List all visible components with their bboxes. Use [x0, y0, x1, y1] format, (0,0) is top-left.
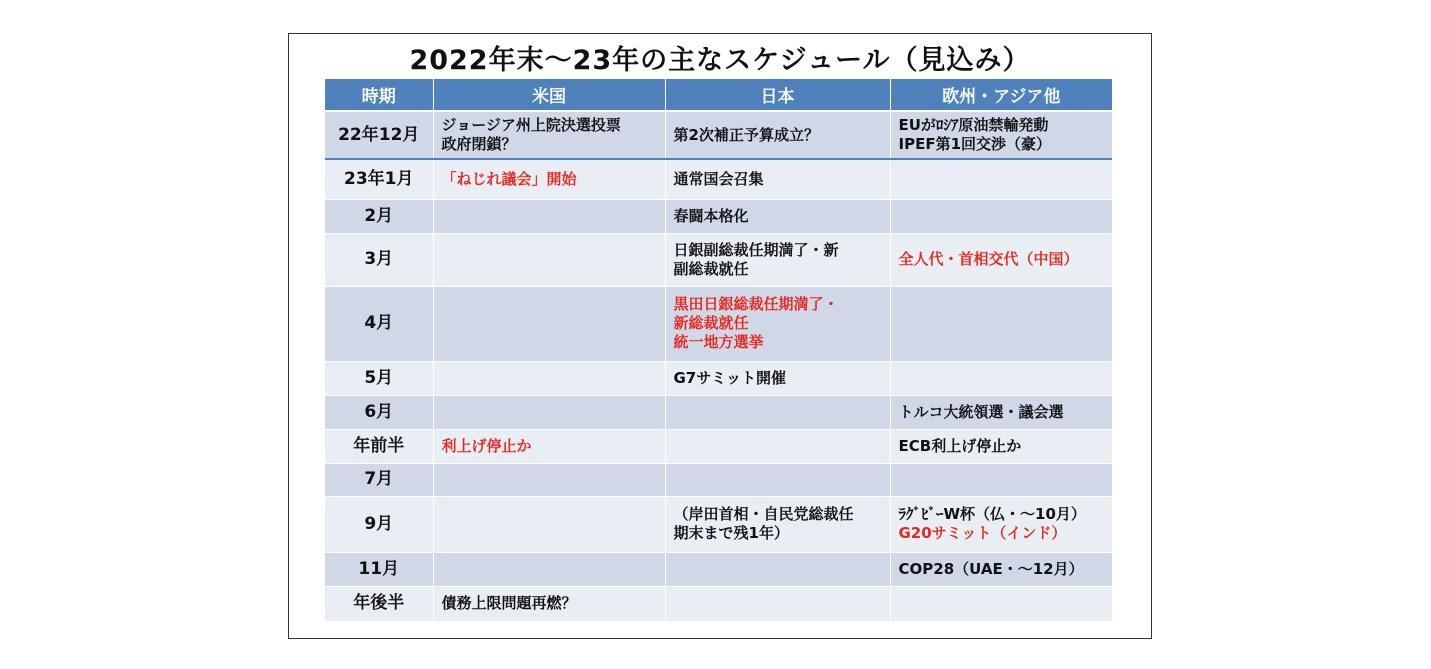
row-europe-asia-cell [890, 159, 1112, 199]
slide-title: 2022年末～23年の主なスケジュール（見込み） [409, 45, 1031, 76]
row-us-cell [433, 552, 665, 586]
row-period: 3月 [325, 233, 433, 286]
row-japan-cell [665, 395, 890, 429]
row-period: 年後半 [325, 586, 433, 621]
row-us-cell [433, 233, 665, 286]
cell-line: 日銀副総裁任期満了・新 [673, 240, 839, 259]
row-europe-asia-cell [890, 552, 1112, 586]
row-japan-cell [665, 586, 890, 621]
row-europe-asia-cell [890, 586, 1112, 621]
row-us-cell [433, 395, 665, 429]
cell-line-highlight: 「ねじれ議会」開始 [441, 169, 577, 188]
cell-line: 債務上限問題再燃？ [441, 594, 577, 612]
header-period: 時期 [325, 79, 433, 111]
row-period: 6月 [325, 395, 433, 429]
row-japan-cell [665, 463, 890, 496]
table-row [325, 429, 1112, 463]
row-europe-asia-cell [890, 361, 1112, 395]
cell-line: 政府閉鎖？ [441, 135, 517, 153]
cell-line: EUがﾛｼｱ原油禁輸発動 [898, 116, 1049, 134]
row-japan-cell [665, 361, 890, 395]
row-europe-asia-cell [890, 199, 1112, 233]
cell-line-highlight: 黒田日銀総裁任期満了・ [673, 295, 839, 313]
cell-line: IPEF第1回交渉（豪） [898, 135, 1052, 153]
row-period: 11月 [325, 552, 433, 586]
table-row [325, 286, 1112, 361]
table-row [325, 395, 1112, 429]
header-us: 米国 [433, 79, 665, 111]
row-europe-asia-cell [890, 233, 1112, 286]
row-europe-asia-cell [890, 286, 1112, 361]
row-europe-asia-cell [890, 463, 1112, 496]
cell-line: （岸田首相・自民党総裁任 [673, 505, 854, 523]
table-row [325, 233, 1112, 286]
row-japan-cell [665, 111, 890, 159]
cell-line: 第2次補正予算成立？ [673, 125, 819, 144]
row-period: 5月 [325, 361, 433, 395]
cell-line: 通常国会召集 [673, 169, 764, 188]
row-japan-cell [665, 496, 890, 552]
cell-line: 副総裁就任 [673, 259, 749, 278]
row-us-cell [433, 286, 665, 361]
header-japan: 日本 [665, 79, 890, 111]
cell-line: G7サミット開催 [673, 368, 786, 387]
row-us-cell [433, 361, 665, 395]
row-japan-cell [665, 286, 890, 361]
row-period: 2月 [325, 199, 433, 233]
row-period: 23年1月 [325, 159, 433, 199]
row-us-cell [433, 463, 665, 496]
table-row [325, 496, 1112, 552]
cell-line-highlight: 統一地方選挙 [673, 333, 764, 351]
table-row [325, 111, 1112, 159]
table-row [325, 552, 1112, 586]
row-us-cell [433, 429, 665, 463]
row-period: 9月 [325, 496, 433, 552]
cell-line: COP28（UAE・～12月） [898, 559, 1084, 578]
row-japan-cell [665, 159, 890, 199]
row-europe-asia-cell [890, 496, 1112, 552]
cell-line: ECB利上げ停止か [898, 436, 1022, 455]
row-europe-asia-cell [890, 429, 1112, 463]
row-us-cell [433, 199, 665, 233]
row-period: 年前半 [325, 429, 433, 463]
schedule-table [325, 79, 1112, 622]
cell-line-highlight: 利上げ停止か [441, 436, 532, 455]
row-japan-cell [665, 199, 890, 233]
cell-line-highlight: 全人代・首相交代（中国） [898, 250, 1079, 268]
row-japan-cell [665, 429, 890, 463]
row-us-cell [433, 586, 665, 621]
cell-line: トルコ大統領選・議会選 [898, 402, 1064, 421]
row-period: 7月 [325, 463, 433, 496]
row-period: 22年12月 [325, 111, 433, 159]
row-us-cell [433, 159, 665, 199]
table-row [325, 199, 1112, 233]
header-row [325, 79, 1112, 111]
slide [288, 33, 1152, 639]
table-row [325, 159, 1112, 199]
cell-line-highlight: 新総裁就任 [673, 314, 749, 332]
row-period: 4月 [325, 286, 433, 361]
table-row [325, 586, 1112, 621]
row-us-cell [433, 111, 665, 159]
row-us-cell [433, 496, 665, 552]
table-row [325, 463, 1112, 496]
row-europe-asia-cell [890, 111, 1112, 159]
row-europe-asia-cell [890, 395, 1112, 429]
cell-line-highlight: G20サミット（インド） [898, 524, 1067, 542]
row-japan-cell [665, 552, 890, 586]
row-japan-cell [665, 233, 890, 286]
table-row [325, 361, 1112, 395]
cell-line: ジョージア州上院決選投票 [441, 116, 621, 134]
cell-line: 期末まで残1年） [673, 524, 789, 542]
header-europe-asia: 欧州・アジア他 [890, 79, 1112, 111]
cell-line: ﾗｸﾞﾋﾞｰW杯（仏・～10月） [898, 505, 1086, 523]
cell-line: 春闘本格化 [673, 206, 749, 225]
